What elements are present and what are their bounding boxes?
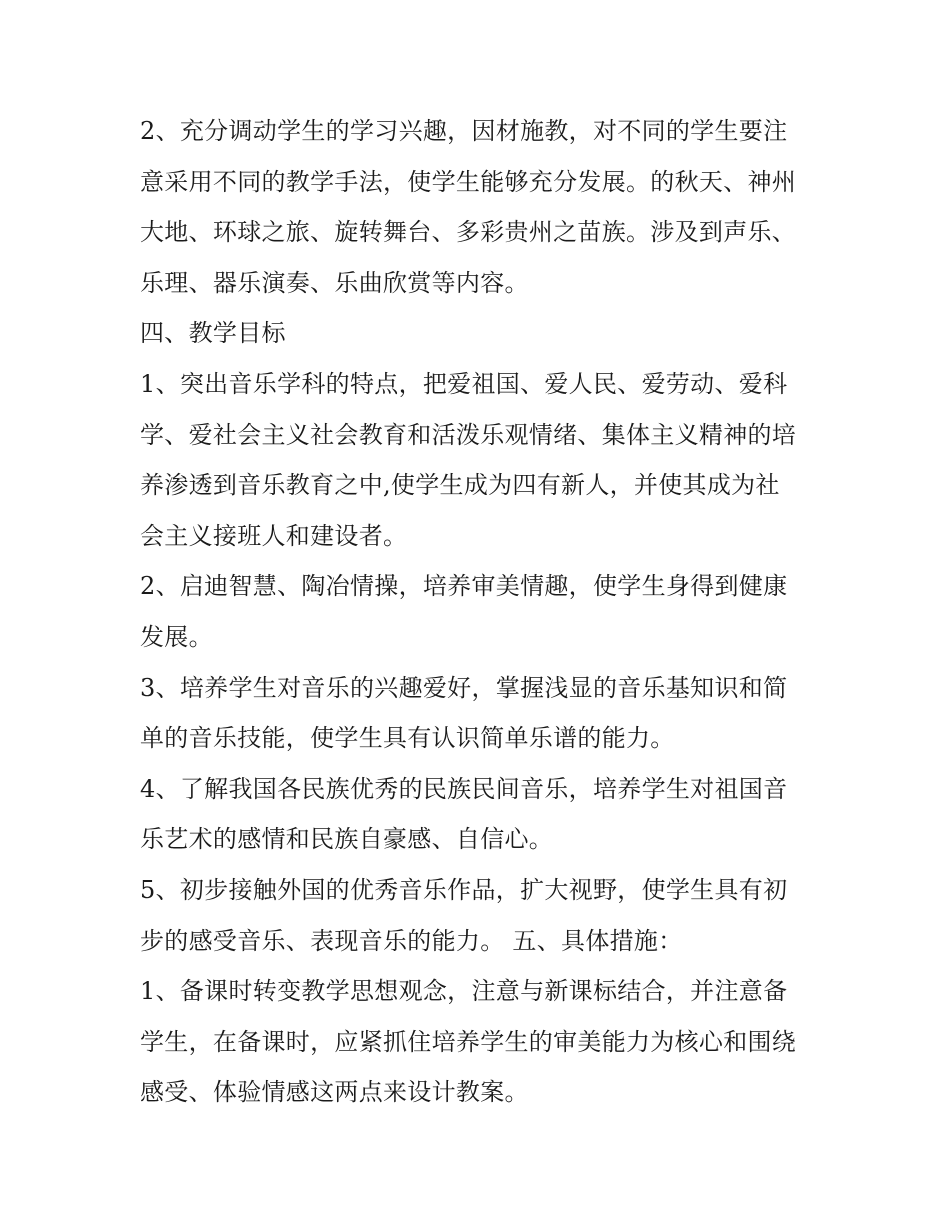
text-line: 2、启迪智慧、陶冶情操，培养审美情趣，使学生身得到健康 (140, 572, 788, 601)
text-line: 发展。 (140, 622, 213, 651)
text-line: 1、备课时转变教学思想观念，注意与新课标结合，并注意备 (140, 977, 788, 1006)
text-line: 意采用不同的教学手法，使学生能够充分发展。的秋天、神州 (140, 167, 797, 196)
text-line: 步的感受音乐、表现音乐的能力。 五、具体措施： (140, 926, 683, 955)
text-line: 单的音乐技能，使学生具有认识简单乐谱的能力。 (140, 724, 675, 753)
text-line: 大地、环球之旅、旋转舞台、多彩贵州之苗族。涉及到声乐、 (140, 218, 797, 247)
text-line: 学生，在备课时，应紧抓住培养学生的审美能力为核心和围绕 (140, 1027, 797, 1056)
text-line: 5、初步接触外国的优秀音乐作品，扩大视野，使学生具有初 (140, 875, 788, 904)
text-line: 4、了解我国各民族优秀的民族民间音乐，培养学生对祖国音 (140, 774, 788, 803)
text-line: 3、培养学生对音乐的兴趣爱好，掌握浅显的音乐基知识和简 (140, 673, 788, 702)
text-line: 乐艺术的感情和民族自豪感、自信心。 (140, 825, 554, 854)
section-heading: 四、教学目标 (140, 319, 286, 348)
text-line: 感受、体验情感这两点来设计教案。 (140, 1078, 529, 1107)
text-line: 乐理、器乐演奏、乐曲欣赏等内容。 (140, 268, 529, 297)
text-line: 养渗透到音乐教育之中,使学生成为四有新人，并使其成为社 (140, 471, 780, 500)
text-line: 会主义接班人和建设者。 (140, 521, 408, 550)
text-line: 2、充分调动学生的学习兴趣，因材施教，对不同的学生要注 (140, 117, 788, 145)
text-line: 1、突出音乐学科的特点，把爱祖国、爱人民、爱劳动、爱科 (140, 369, 788, 398)
text-line: 学、爱社会主义社会教育和活泼乐观情绪、集体主义精神的培 (140, 420, 797, 449)
document-body (140, 106, 820, 1118)
